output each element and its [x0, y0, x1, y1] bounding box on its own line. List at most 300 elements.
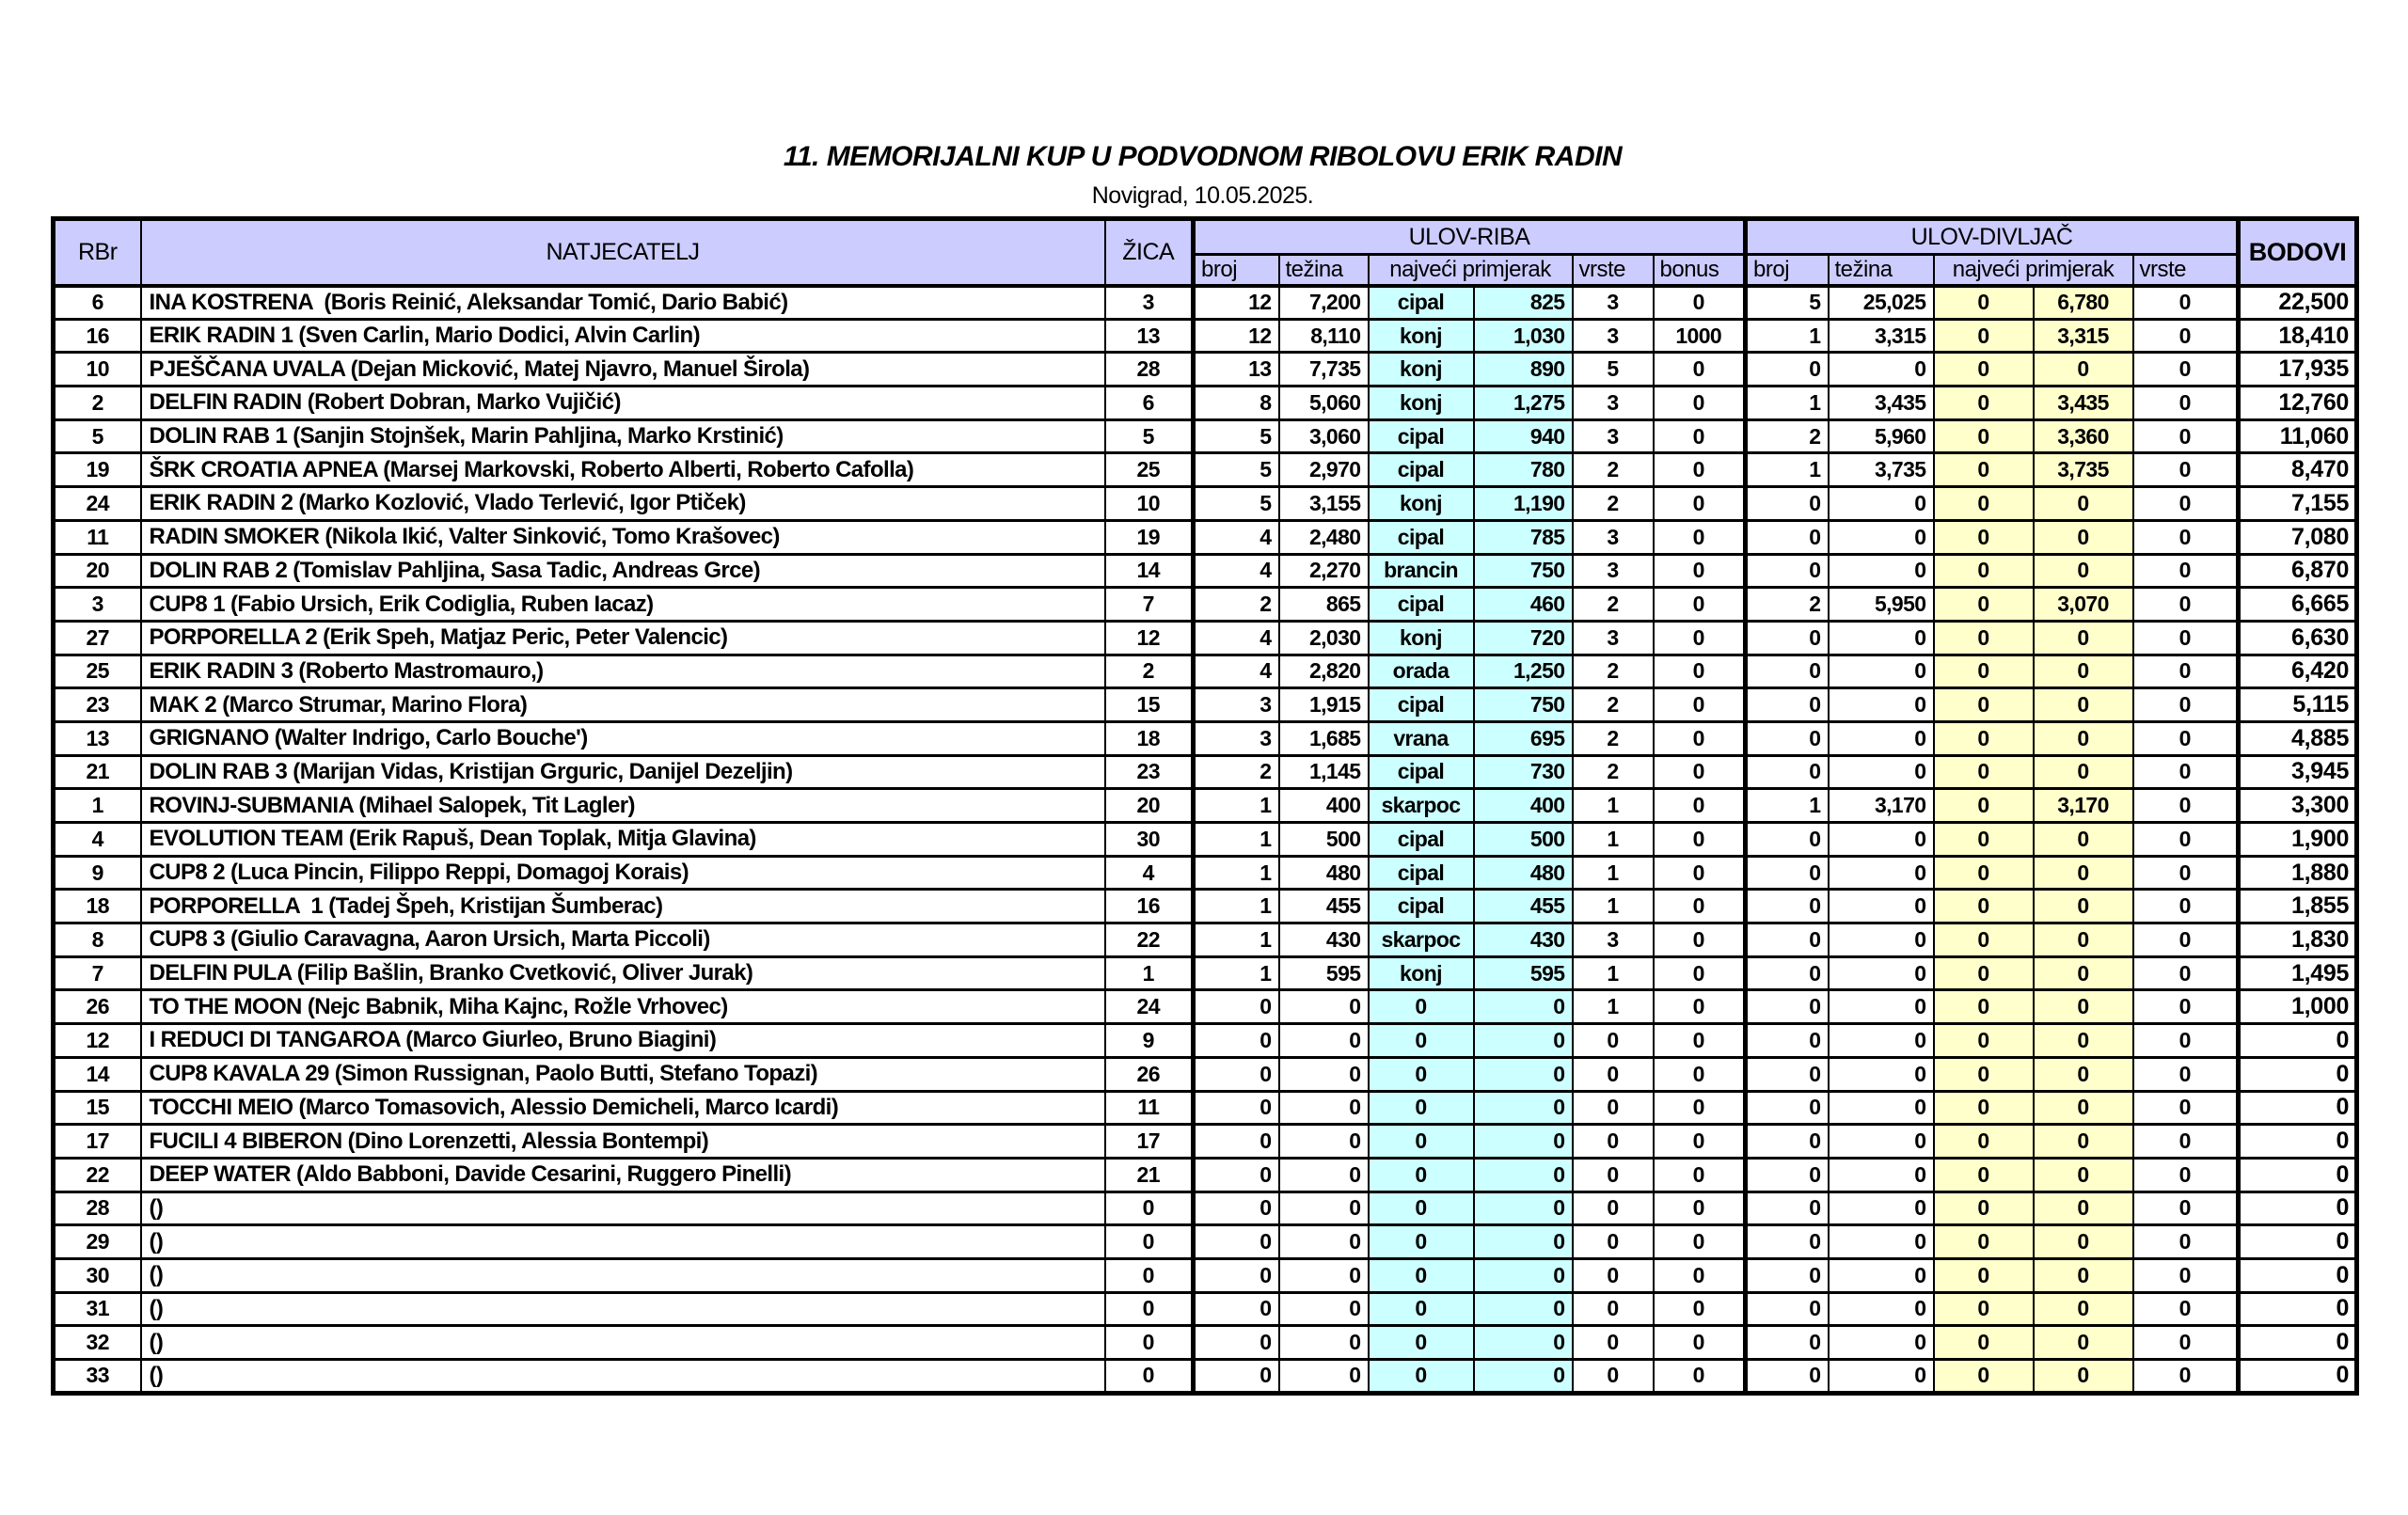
riba-tezina-cell: 0: [1279, 1091, 1369, 1125]
riba-vrste-cell: 1: [1573, 856, 1654, 890]
zica-cell: 18: [1105, 721, 1194, 755]
riba-vrste-cell: 0: [1573, 1024, 1654, 1058]
divljac-najveci-vrsta-cell: 0: [1934, 1057, 2034, 1091]
rbr-cell: 2: [54, 387, 141, 420]
riba-najveci-tezina-cell: 0: [1474, 1326, 1573, 1360]
riba-najveci-vrsta-cell: 0: [1369, 1024, 1474, 1058]
table-row: [54, 387, 2357, 420]
team-cell: (): [141, 1326, 1105, 1360]
team-cell: (): [141, 1292, 1105, 1326]
divljac-vrste-cell: 0: [2133, 554, 2239, 588]
divljac-vrste-cell: 0: [2133, 1292, 2239, 1326]
riba-bonus-cell: 0: [1654, 1360, 1746, 1394]
riba-tezina-cell: 0: [1279, 1258, 1369, 1292]
divljac-tezina-cell: 0: [1829, 923, 1934, 957]
divljac-najveci-vrsta-cell: 0: [1934, 1125, 2034, 1159]
divljac-broj-cell: 0: [1746, 755, 1829, 789]
divljac-najveci-tezina-cell: 0: [2034, 688, 2133, 722]
riba-bonus-cell: 0: [1654, 1225, 1746, 1259]
divljac-najveci-tezina-cell: 3,170: [2034, 789, 2133, 823]
divljac-broj-cell: 0: [1746, 1125, 1829, 1159]
table-row: [54, 1191, 2357, 1225]
divljac-broj-cell: 0: [1746, 1225, 1829, 1259]
team-cell: DOLIN RAB 1 (Sanjin Stojnšek, Marin Pahljina, Marko Krstinić): [141, 419, 1105, 453]
riba-najveci-vrsta-cell: 0: [1369, 1158, 1474, 1191]
divljac-najveci-tezina-cell: 0: [2034, 956, 2133, 990]
riba-najveci-tezina-cell: 730: [1474, 755, 1573, 789]
riba-broj-cell: 0: [1194, 1091, 1279, 1125]
riba-broj-cell: 0: [1194, 1158, 1279, 1191]
team-cell: GRIGNANO (Walter Indrigo, Carlo Bouche'): [141, 721, 1105, 755]
divljac-tezina-cell: 0: [1829, 1158, 1934, 1191]
riba-broj-cell: 0: [1194, 990, 1279, 1024]
riba-vrste-cell: 1: [1573, 890, 1654, 923]
riba-najveci-vrsta-cell: konj: [1369, 353, 1474, 387]
bodovi-cell: 1,880: [2239, 856, 2357, 890]
header-divljac-tezina: težina: [1829, 255, 1934, 286]
team-cell: DEEP WATER (Aldo Babboni, Davide Cesarini, Ruggero Pinelli): [141, 1158, 1105, 1191]
bodovi-cell: 0: [2239, 1191, 2357, 1225]
rbr-cell: 13: [54, 721, 141, 755]
divljac-broj-cell: 0: [1746, 353, 1829, 387]
zica-cell: 12: [1105, 621, 1194, 655]
riba-najveci-vrsta-cell: 0: [1369, 1057, 1474, 1091]
riba-najveci-vrsta-cell: 0: [1369, 1326, 1474, 1360]
divljac-najveci-vrsta-cell: 0: [1934, 655, 2034, 688]
divljac-tezina-cell: 0: [1829, 1191, 1934, 1225]
riba-bonus-cell: 0: [1654, 1057, 1746, 1091]
riba-bonus-cell: 0: [1654, 1024, 1746, 1058]
divljac-tezina-cell: 0: [1829, 823, 1934, 857]
divljac-broj-cell: 0: [1746, 1326, 1829, 1360]
table-row: [54, 856, 2357, 890]
divljac-najveci-tezina-cell: 0: [2034, 1360, 2133, 1394]
divljac-vrste-cell: 0: [2133, 520, 2239, 554]
divljac-broj-cell: 0: [1746, 1024, 1829, 1058]
bodovi-cell: 22,500: [2239, 286, 2357, 320]
riba-najveci-tezina-cell: 1,030: [1474, 319, 1573, 353]
divljac-najveci-vrsta-cell: 0: [1934, 319, 2034, 353]
table-row: [54, 1326, 2357, 1360]
riba-vrste-cell: 3: [1573, 520, 1654, 554]
table-row: [54, 588, 2357, 622]
bodovi-cell: 0: [2239, 1225, 2357, 1259]
divljac-broj-cell: 0: [1746, 990, 1829, 1024]
divljac-tezina-cell: 0: [1829, 1091, 1934, 1125]
table-row: [54, 755, 2357, 789]
riba-broj-cell: 5: [1194, 487, 1279, 521]
riba-bonus-cell: 0: [1654, 286, 1746, 320]
riba-najveci-tezina-cell: 0: [1474, 1057, 1573, 1091]
bodovi-cell: 6,665: [2239, 588, 2357, 622]
divljac-tezina-cell: 0: [1829, 856, 1934, 890]
riba-bonus-cell: 0: [1654, 755, 1746, 789]
table-header: [54, 219, 2357, 286]
riba-tezina-cell: 455: [1279, 890, 1369, 923]
divljac-najveci-tezina-cell: 0: [2034, 1225, 2133, 1259]
riba-najveci-tezina-cell: 0: [1474, 1125, 1573, 1159]
divljac-tezina-cell: 0: [1829, 1258, 1934, 1292]
riba-najveci-tezina-cell: 0: [1474, 1225, 1573, 1259]
divljac-tezina-cell: 0: [1829, 990, 1934, 1024]
riba-broj-cell: 0: [1194, 1125, 1279, 1159]
team-cell: DOLIN RAB 2 (Tomislav Pahljina, Sasa Tadic, Andreas Grce): [141, 554, 1105, 588]
bodovi-cell: 3,945: [2239, 755, 2357, 789]
riba-najveci-tezina-cell: 0: [1474, 1091, 1573, 1125]
zica-cell: 16: [1105, 890, 1194, 923]
divljac-broj-cell: 0: [1746, 1360, 1829, 1394]
zica-cell: 4: [1105, 856, 1194, 890]
rbr-cell: 1: [54, 789, 141, 823]
riba-broj-cell: 0: [1194, 1057, 1279, 1091]
riba-broj-cell: 1: [1194, 890, 1279, 923]
riba-bonus-cell: 0: [1654, 387, 1746, 420]
table-row: [54, 487, 2357, 521]
divljac-tezina-cell: 0: [1829, 487, 1934, 521]
header-rbr: RBr: [54, 219, 141, 286]
divljac-tezina-cell: 0: [1829, 520, 1934, 554]
riba-broj-cell: 1: [1194, 789, 1279, 823]
riba-bonus-cell: 0: [1654, 1258, 1746, 1292]
zica-cell: 0: [1105, 1292, 1194, 1326]
bodovi-cell: 12,760: [2239, 387, 2357, 420]
rbr-cell: 25: [54, 655, 141, 688]
riba-tezina-cell: 595: [1279, 956, 1369, 990]
rbr-cell: 21: [54, 755, 141, 789]
riba-najveci-vrsta-cell: skarpoc: [1369, 923, 1474, 957]
riba-najveci-vrsta-cell: 0: [1369, 1091, 1474, 1125]
header-riba-najveci-primjerak: najveći primjerak: [1369, 255, 1573, 286]
divljac-najveci-tezina-cell: 0: [2034, 721, 2133, 755]
riba-tezina-cell: 2,030: [1279, 621, 1369, 655]
rbr-cell: 30: [54, 1258, 141, 1292]
team-cell: CUP8 1 (Fabio Ursich, Erik Codiglia, Ruben Iacaz): [141, 588, 1105, 622]
riba-vrste-cell: 0: [1573, 1158, 1654, 1191]
divljac-najveci-tezina-cell: 0: [2034, 1158, 2133, 1191]
divljac-tezina-cell: 0: [1829, 1024, 1934, 1058]
header-riba-broj: broj: [1194, 255, 1279, 286]
divljac-vrste-cell: 0: [2133, 387, 2239, 420]
riba-tezina-cell: 430: [1279, 923, 1369, 957]
riba-najveci-vrsta-cell: 0: [1369, 1258, 1474, 1292]
riba-vrste-cell: 3: [1573, 319, 1654, 353]
riba-tezina-cell: 0: [1279, 1292, 1369, 1326]
zica-cell: 5: [1105, 419, 1194, 453]
divljac-vrste-cell: 0: [2133, 1057, 2239, 1091]
divljac-najveci-tezina-cell: 0: [2034, 353, 2133, 387]
divljac-najveci-tezina-cell: 0: [2034, 823, 2133, 857]
rbr-cell: 22: [54, 1158, 141, 1191]
bodovi-cell: 7,155: [2239, 487, 2357, 521]
riba-najveci-vrsta-cell: konj: [1369, 319, 1474, 353]
team-cell: PORPORELLA 2 (Erik Speh, Matjaz Peric, Peter Valencic): [141, 621, 1105, 655]
riba-broj-cell: 12: [1194, 286, 1279, 320]
divljac-broj-cell: 0: [1746, 1091, 1829, 1125]
zica-cell: 17: [1105, 1125, 1194, 1159]
riba-bonus-cell: 0: [1654, 554, 1746, 588]
divljac-najveci-tezina-cell: 3,070: [2034, 588, 2133, 622]
rbr-cell: 26: [54, 990, 141, 1024]
riba-vrste-cell: 2: [1573, 453, 1654, 487]
divljac-tezina-cell: 0: [1829, 655, 1934, 688]
riba-najveci-tezina-cell: 785: [1474, 520, 1573, 554]
riba-najveci-tezina-cell: 695: [1474, 721, 1573, 755]
riba-vrste-cell: 0: [1573, 1191, 1654, 1225]
divljac-najveci-tezina-cell: 3,360: [2034, 419, 2133, 453]
divljac-tezina-cell: 0: [1829, 1360, 1934, 1394]
divljac-tezina-cell: 0: [1829, 353, 1934, 387]
divljac-broj-cell: 0: [1746, 1292, 1829, 1326]
divljac-najveci-vrsta-cell: 0: [1934, 755, 2034, 789]
rbr-cell: 11: [54, 520, 141, 554]
team-cell: PORPORELLA 1 (Tadej Špeh, Kristijan Šumberac): [141, 890, 1105, 923]
header-divljac-najveci-primjerak: najveći primjerak: [1934, 255, 2133, 286]
zica-cell: 25: [1105, 453, 1194, 487]
riba-broj-cell: 2: [1194, 755, 1279, 789]
divljac-najveci-vrsta-cell: 0: [1934, 1360, 2034, 1394]
divljac-najveci-vrsta-cell: 0: [1934, 1091, 2034, 1125]
riba-tezina-cell: 0: [1279, 1125, 1369, 1159]
divljac-broj-cell: 0: [1746, 1191, 1829, 1225]
divljac-vrste-cell: 0: [2133, 1024, 2239, 1058]
bodovi-cell: 1,855: [2239, 890, 2357, 923]
riba-najveci-tezina-cell: 940: [1474, 419, 1573, 453]
divljac-najveci-tezina-cell: 0: [2034, 1292, 2133, 1326]
divljac-najveci-tezina-cell: 0: [2034, 1326, 2133, 1360]
riba-najveci-vrsta-cell: konj: [1369, 487, 1474, 521]
riba-najveci-vrsta-cell: cipal: [1369, 688, 1474, 722]
divljac-najveci-tezina-cell: 0: [2034, 1125, 2133, 1159]
rbr-cell: 20: [54, 554, 141, 588]
table-row: [54, 890, 2357, 923]
bodovi-cell: 0: [2239, 1057, 2357, 1091]
bodovi-cell: 17,935: [2239, 353, 2357, 387]
riba-bonus-cell: 0: [1654, 655, 1746, 688]
riba-broj-cell: 0: [1194, 1292, 1279, 1326]
rbr-cell: 9: [54, 856, 141, 890]
zica-cell: 9: [1105, 1024, 1194, 1058]
rbr-cell: 27: [54, 621, 141, 655]
divljac-najveci-vrsta-cell: 0: [1934, 1158, 2034, 1191]
riba-vrste-cell: 2: [1573, 588, 1654, 622]
divljac-broj-cell: 0: [1746, 956, 1829, 990]
riba-bonus-cell: 0: [1654, 789, 1746, 823]
riba-najveci-tezina-cell: 480: [1474, 856, 1573, 890]
table-row: [54, 554, 2357, 588]
team-cell: (): [141, 1258, 1105, 1292]
zica-cell: 6: [1105, 387, 1194, 420]
rbr-cell: 29: [54, 1225, 141, 1259]
team-cell: INA KOSTRENA (Boris Reinić, Aleksandar Tomić, Dario Babić): [141, 286, 1105, 320]
divljac-tezina-cell: 3,435: [1829, 387, 1934, 420]
riba-bonus-cell: 0: [1654, 419, 1746, 453]
zica-cell: 20: [1105, 789, 1194, 823]
table-row: [54, 453, 2357, 487]
riba-vrste-cell: 0: [1573, 1258, 1654, 1292]
header-riba-vrste: vrste: [1573, 255, 1654, 286]
riba-tezina-cell: 480: [1279, 856, 1369, 890]
riba-najveci-tezina-cell: 460: [1474, 588, 1573, 622]
divljac-tezina-cell: 0: [1829, 1292, 1934, 1326]
divljac-najveci-vrsta-cell: 0: [1934, 621, 2034, 655]
table-row: [54, 1258, 2357, 1292]
zica-cell: 19: [1105, 520, 1194, 554]
riba-najveci-tezina-cell: 0: [1474, 1191, 1573, 1225]
riba-vrste-cell: 0: [1573, 1292, 1654, 1326]
divljac-najveci-tezina-cell: 0: [2034, 520, 2133, 554]
zica-cell: 10: [1105, 487, 1194, 521]
riba-tezina-cell: 400: [1279, 789, 1369, 823]
riba-najveci-tezina-cell: 750: [1474, 688, 1573, 722]
divljac-najveci-vrsta-cell: 0: [1934, 419, 2034, 453]
divljac-najveci-vrsta-cell: 0: [1934, 823, 2034, 857]
divljac-najveci-tezina-cell: 0: [2034, 487, 2133, 521]
divljac-najveci-vrsta-cell: 0: [1934, 588, 2034, 622]
riba-bonus-cell: 0: [1654, 923, 1746, 957]
divljac-vrste-cell: 0: [2133, 1158, 2239, 1191]
divljac-najveci-vrsta-cell: 0: [1934, 286, 2034, 320]
bodovi-cell: 6,420: [2239, 655, 2357, 688]
riba-broj-cell: 13: [1194, 353, 1279, 387]
table-row: [54, 1125, 2357, 1159]
divljac-tezina-cell: 3,315: [1829, 319, 1934, 353]
zica-cell: 30: [1105, 823, 1194, 857]
team-cell: TOCCHI MEIO (Marco Tomasovich, Alessio Demicheli, Marco Icardi): [141, 1091, 1105, 1125]
riba-vrste-cell: 2: [1573, 755, 1654, 789]
rbr-cell: 15: [54, 1091, 141, 1125]
team-cell: RADIN SMOKER (Nikola Ikić, Valter Sinković, Tomo Krašovec): [141, 520, 1105, 554]
divljac-tezina-cell: 0: [1829, 1326, 1934, 1360]
zica-cell: 23: [1105, 755, 1194, 789]
rbr-cell: 14: [54, 1057, 141, 1091]
zica-cell: 21: [1105, 1158, 1194, 1191]
divljac-tezina-cell: 0: [1829, 1225, 1934, 1259]
divljac-vrste-cell: 0: [2133, 453, 2239, 487]
divljac-broj-cell: 5: [1746, 286, 1829, 320]
divljac-tezina-cell: 3,170: [1829, 789, 1934, 823]
riba-najveci-tezina-cell: 720: [1474, 621, 1573, 655]
divljac-broj-cell: 1: [1746, 789, 1829, 823]
table-row: [54, 1057, 2357, 1091]
divljac-tezina-cell: 25,025: [1829, 286, 1934, 320]
divljac-vrste-cell: 0: [2133, 923, 2239, 957]
divljac-najveci-tezina-cell: 0: [2034, 1191, 2133, 1225]
team-cell: (): [141, 1191, 1105, 1225]
riba-broj-cell: 4: [1194, 621, 1279, 655]
divljac-vrste-cell: 0: [2133, 1191, 2239, 1225]
divljac-najveci-vrsta-cell: 0: [1934, 487, 2034, 521]
divljac-tezina-cell: 0: [1829, 721, 1934, 755]
rbr-cell: 10: [54, 353, 141, 387]
divljac-broj-cell: 0: [1746, 655, 1829, 688]
divljac-najveci-tezina-cell: 0: [2034, 554, 2133, 588]
riba-najveci-tezina-cell: 430: [1474, 923, 1573, 957]
table-row: [54, 1158, 2357, 1191]
bodovi-cell: 0: [2239, 1125, 2357, 1159]
riba-najveci-vrsta-cell: 0: [1369, 1191, 1474, 1225]
team-cell: DELFIN RADIN (Robert Dobran, Marko Vujičić): [141, 387, 1105, 420]
team-cell: (): [141, 1225, 1105, 1259]
riba-bonus-cell: 0: [1654, 487, 1746, 521]
rbr-cell: 31: [54, 1292, 141, 1326]
riba-bonus-cell: 0: [1654, 890, 1746, 923]
riba-najveci-vrsta-cell: cipal: [1369, 890, 1474, 923]
event-location-date: Novigrad, 10.05.2025.: [1091, 182, 1314, 209]
table-row: [54, 419, 2357, 453]
riba-najveci-tezina-cell: 1,275: [1474, 387, 1573, 420]
divljac-tezina-cell: 0: [1829, 688, 1934, 722]
team-cell: ERIK RADIN 2 (Marko Kozlović, Vlado Terlević, Igor Ptiček): [141, 487, 1105, 521]
riba-bonus-cell: 0: [1654, 823, 1746, 857]
header-natjecatelj: NATJECATELJ: [141, 219, 1105, 286]
divljac-broj-cell: 0: [1746, 856, 1829, 890]
riba-najveci-vrsta-cell: vrana: [1369, 721, 1474, 755]
team-cell: MAK 2 (Marco Strumar, Marino Flora): [141, 688, 1105, 722]
rbr-cell: 23: [54, 688, 141, 722]
bodovi-cell: 0: [2239, 1292, 2357, 1326]
divljac-najveci-vrsta-cell: 0: [1934, 990, 2034, 1024]
table-row: [54, 1292, 2357, 1326]
divljac-tezina-cell: 0: [1829, 755, 1934, 789]
riba-najveci-tezina-cell: 0: [1474, 1158, 1573, 1191]
riba-tezina-cell: 0: [1279, 1057, 1369, 1091]
riba-broj-cell: 0: [1194, 1258, 1279, 1292]
riba-broj-cell: 0: [1194, 1024, 1279, 1058]
divljac-najveci-tezina-cell: 0: [2034, 755, 2133, 789]
divljac-najveci-vrsta-cell: 0: [1934, 520, 2034, 554]
bodovi-cell: 8,470: [2239, 453, 2357, 487]
riba-bonus-cell: 0: [1654, 1326, 1746, 1360]
riba-bonus-cell: 0: [1654, 1191, 1746, 1225]
divljac-vrste-cell: 0: [2133, 755, 2239, 789]
riba-broj-cell: 4: [1194, 554, 1279, 588]
riba-vrste-cell: 3: [1573, 621, 1654, 655]
riba-najveci-tezina-cell: 1,190: [1474, 487, 1573, 521]
divljac-vrste-cell: 0: [2133, 1258, 2239, 1292]
riba-tezina-cell: 3,060: [1279, 419, 1369, 453]
riba-vrste-cell: 2: [1573, 688, 1654, 722]
rbr-cell: 3: [54, 588, 141, 622]
rbr-cell: 8: [54, 923, 141, 957]
divljac-tezina-cell: 3,735: [1829, 453, 1934, 487]
riba-bonus-cell: 0: [1654, 453, 1746, 487]
riba-vrste-cell: 1: [1573, 990, 1654, 1024]
divljac-najveci-tezina-cell: 0: [2034, 856, 2133, 890]
riba-najveci-tezina-cell: 0: [1474, 1258, 1573, 1292]
divljac-vrste-cell: 0: [2133, 1360, 2239, 1394]
riba-bonus-cell: 0: [1654, 1091, 1746, 1125]
riba-tezina-cell: 0: [1279, 1225, 1369, 1259]
divljac-najveci-tezina-cell: 3,435: [2034, 387, 2133, 420]
team-cell: TO THE MOON (Nejc Babnik, Miha Kajnc, Rožle Vrhovec): [141, 990, 1105, 1024]
results-table-body: [54, 286, 2357, 1394]
bodovi-cell: 4,885: [2239, 721, 2357, 755]
divljac-broj-cell: 0: [1746, 554, 1829, 588]
header-riba-tezina: težina: [1279, 255, 1369, 286]
table-row: [54, 1024, 2357, 1058]
divljac-vrste-cell: 0: [2133, 890, 2239, 923]
bodovi-cell: 3,300: [2239, 789, 2357, 823]
zica-cell: 0: [1105, 1326, 1194, 1360]
riba-tezina-cell: 0: [1279, 1360, 1369, 1394]
riba-najveci-vrsta-cell: cipal: [1369, 588, 1474, 622]
bodovi-cell: 6,870: [2239, 554, 2357, 588]
divljac-broj-cell: 0: [1746, 923, 1829, 957]
team-cell: CUP8 KAVALA 29 (Simon Russignan, Paolo Butti, Stefano Topazi): [141, 1057, 1105, 1091]
divljac-broj-cell: 0: [1746, 1057, 1829, 1091]
divljac-najveci-tezina-cell: 0: [2034, 1091, 2133, 1125]
divljac-tezina-cell: 5,950: [1829, 588, 1934, 622]
